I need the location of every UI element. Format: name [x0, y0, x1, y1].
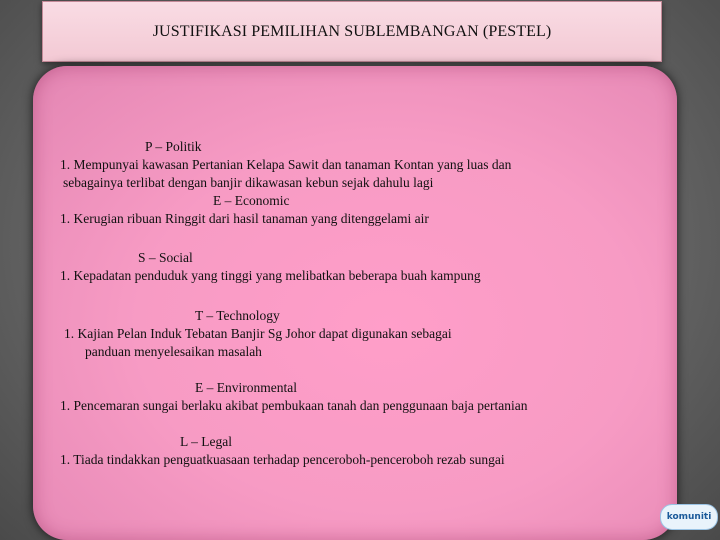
- social-point-1: 1. Kepadatan penduduk yang tinggi yang melibatkan beberapa buah kampung: [60, 268, 481, 283]
- politik-heading: P – Politik: [145, 139, 202, 154]
- social-heading: S – Social: [138, 250, 193, 265]
- legal-point-1: 1. Tiada tindakkan penguatkuasaan terhadap penceroboh-penceroboh rezab sungai: [60, 452, 505, 467]
- environmental-heading: E – Environmental: [195, 380, 297, 395]
- content-panel: [33, 66, 677, 540]
- economic-point-1: 1. Kerugian ribuan Ringgit dari hasil tanaman yang ditenggelami air: [60, 211, 429, 226]
- politik-point-1-cont: sebagainya terlibat dengan banjir dikawasan kebun sejak dahulu lagi: [63, 175, 434, 190]
- technology-point-1: 1. Kajian Pelan Induk Tebatan Banjir Sg Johor dapat digunakan sebagai: [64, 326, 452, 341]
- technology-point-1-cont: panduan menyelesaikan masalah: [85, 344, 262, 359]
- legal-heading: L – Legal: [180, 434, 232, 449]
- komuniti-logo: [660, 504, 718, 530]
- politik-point-1: 1. Mempunyai kawasan Pertanian Kelapa Sawit dan tanaman Kontan yang luas dan: [60, 157, 512, 172]
- slide-title-box: [42, 1, 662, 62]
- technology-heading: T – Technology: [195, 308, 280, 323]
- economic-heading: E – Economic: [213, 193, 290, 208]
- slide-title: JUSTIFIKASI PEMILIHAN SUBLEMBANGAN (PESTEL): [152, 22, 552, 40]
- logo-text: komuniti: [666, 512, 712, 522]
- environmental-point-1: 1. Pencemaran sungai berlaku akibat pembukaan tanah dan penggunaan baja pertanian: [60, 398, 528, 413]
